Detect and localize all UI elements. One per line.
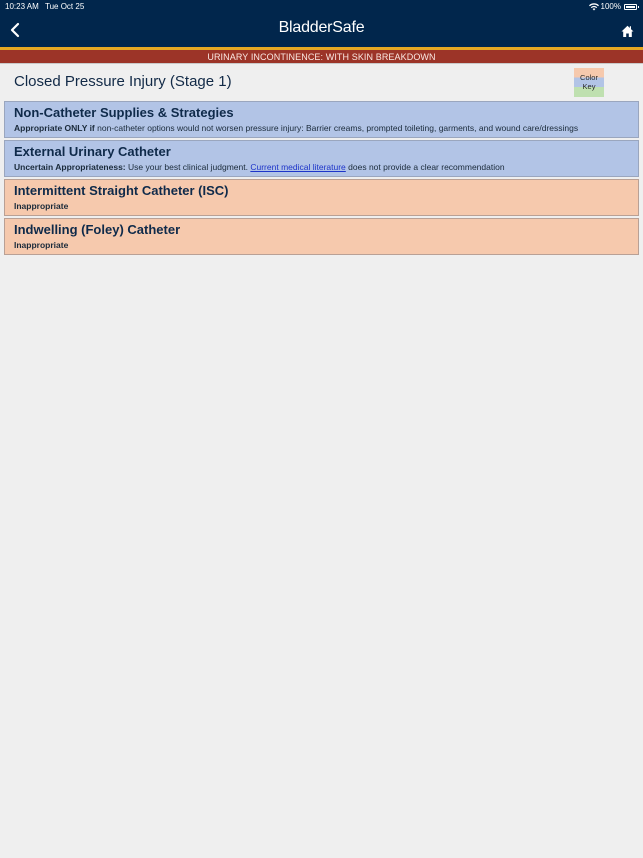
card-description: [14, 160, 629, 174]
card-status-label: Inappropriate: [14, 240, 69, 250]
card-status-label: Uncertain Appropriateness:: [14, 162, 126, 172]
wifi-icon: [589, 3, 599, 11]
medical-literature-link[interactable]: Current medical literature: [250, 162, 346, 172]
battery-icon: [624, 4, 637, 10]
option-card-indwelling-catheter[interactable]: [4, 218, 639, 255]
color-key-button[interactable]: [574, 68, 604, 97]
home-button[interactable]: [621, 23, 634, 36]
card-description-text: non-catheter options would not worsen pressure injury: Barrier creams, prompted toileting, garments, and wound care/dressings: [94, 123, 579, 133]
option-card-non-catheter[interactable]: [4, 101, 639, 138]
color-key-label-line1: Color: [580, 73, 598, 82]
card-title: Non-Catheter Supplies & Strategies: [14, 105, 234, 120]
home-icon: [621, 25, 634, 38]
app-header: [0, 0, 643, 47]
card-title: Indwelling (Foley) Catheter: [14, 222, 181, 237]
card-description-text-after: does not provide a clear recommendation: [345, 162, 505, 172]
card-description: [14, 199, 629, 213]
app-title: BladderSafe: [278, 19, 365, 36]
page-title: Closed Pressure Injury (Stage 1): [14, 73, 232, 90]
battery-percent: 100%: [600, 2, 621, 11]
status-time: 10:23 AM: [5, 2, 39, 11]
card-description: [14, 238, 629, 252]
status-date: Tue Oct 25: [45, 2, 85, 11]
color-key-label-line2: Key: [582, 82, 596, 91]
card-title: Intermittent Straight Catheter (ISC): [14, 183, 229, 198]
card-status-label: Appropriate ONLY if: [14, 123, 95, 133]
category-banner: URINARY INCONTINENCE: WITH SKIN BREAKDOWN: [0, 50, 643, 64]
status-bar: [0, 0, 643, 13]
status-indicators: [589, 2, 637, 11]
card-description-text: Use your best clinical judgment.: [125, 162, 251, 172]
option-card-external-catheter[interactable]: [4, 140, 639, 177]
card-status-label: Inappropriate: [14, 201, 69, 211]
card-description: [14, 121, 629, 135]
card-title: External Urinary Catheter: [14, 144, 171, 159]
option-card-intermittent-catheter[interactable]: [4, 179, 639, 216]
